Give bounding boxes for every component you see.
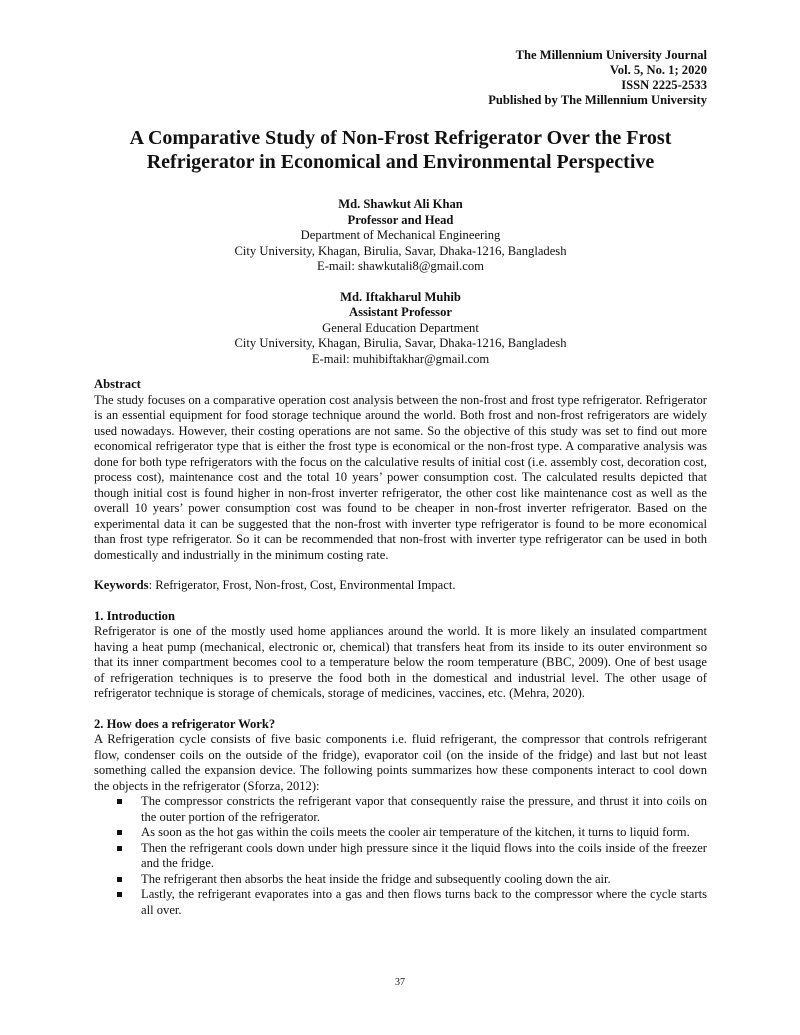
list-item: As soon as the hot gas within the coils meets the cooler air temperature of the kitchen, it turns to liquid form. — [141, 825, 707, 841]
bullet-square-icon — [117, 877, 122, 882]
list-item: Lastly, the refrigerant evaporates into a gas and then flows turns back to the compressor where the cycle starts all over. — [141, 887, 707, 918]
list-item: The refrigerant then absorbs the heat inside the fridge and subsequently cooling down the air. — [141, 872, 707, 888]
author-1 — [94, 197, 707, 275]
section-2-heading: 2. How does a refrigerator Work? — [94, 716, 276, 731]
abstract-text: The study focuses on a comparative operation cost analysis between the non-frost and frost type refrigerator. Refrigerator is an essential equipment for food storage technique around the world. Both frost and non-frost refrigerators are widely used nowadays. However, their costing operations are not same. So the objective of this study was set to find out more economical refrigerator type that is either the frost type is economical or the non-frost type. A comparative analysis was done for both type refrigerators with the focus on the calculative results of initial cost (i.e. assembly cost, decoration cost, process cost), maintenance cost and the total 10 years’ power consumption cost. The calculated results depicted that though initial cost is found higher in non-frost inverter refrigerator, the other cost like maintenance cost as well as the overall 10 years’ power consumption cost was found to be cheaper in non-frost inverter refrigerator. Based on the experimental data it can be suggested that the non-frost with inverter type refrigerator is found to be more economical than frost type refrigerator. So it can be recommended that non-frost with inverter type refrigerator can be used in both domestically and industrially in the minimum costing rate. — [94, 392, 707, 562]
author-position: Assistant Professor — [349, 305, 452, 319]
author-email: E-mail: muhibiftakhar@gmail.com — [311, 351, 490, 366]
author-name: Md. Shawkut Ali Khan — [338, 197, 463, 211]
section-2-text: A Refrigeration cycle consists of five basic components i.e. fluid refrigerant, the compressor that controls refrigerant flow, condenser coils on the outside of the fridge), evaporator coil (on the inside of the fridge) and last but not least something called the expansion device. The following points summarizes how these components interact to cool down the objects in the refrigerator (Sforza, 2012): — [94, 732, 707, 793]
author-address: City University, Khagan, Birulia, Savar, Dhaka-1216, Bangladesh — [234, 243, 567, 258]
keywords-text: : Refrigerator, Frost, Non-frost, Cost, Environmental Impact. — [148, 578, 456, 592]
author-address: City University, Khagan, Birulia, Savar, Dhaka-1216, Bangladesh — [234, 336, 567, 350]
abstract-heading: Abstract — [94, 377, 141, 391]
bullet-square-icon — [117, 830, 122, 835]
section-1-heading: 1. Introduction — [94, 608, 175, 623]
bullet-square-icon — [117, 892, 122, 897]
list-item: The compressor constricts the refrigerant vapor that consequently raise the pressure, and thrust it into coils on the outer portion of the refrigerator. — [141, 794, 707, 825]
page-number: 37 — [395, 977, 405, 988]
author-position: Professor and Head — [347, 212, 454, 227]
author-email: E-mail: shawkutali8@gmail.com — [317, 259, 484, 273]
keywords-label: Keywords — [94, 578, 149, 592]
bullet-square-icon — [117, 799, 122, 804]
journal-issn: ISSN 2225-2533 — [621, 78, 707, 92]
author-2 — [94, 290, 707, 368]
author-list — [94, 197, 707, 382]
journal-publisher: Published by The Millennium University — [488, 93, 707, 107]
paper-title — [94, 126, 707, 174]
author-department: General Education Department — [322, 320, 479, 335]
list-item: Then the refrigerant cools down under high pressure since it the liquid flows into the coils inside of the freezer and the fridge. — [141, 841, 707, 872]
author-name: Md. Iftakharul Muhib — [340, 289, 461, 304]
bullet-square-icon — [117, 846, 122, 851]
author-department: Department of Mechanical Engineering — [300, 228, 501, 242]
paper-title-line-2: Refrigerator in Economical and Environmental Perspective — [146, 151, 655, 173]
paper-body — [94, 377, 707, 918]
section-1-text: Refrigerator is one of the mostly used home appliances around the world. It is more likely an insulated compartment having a heat pump (mechanical, electronic or, chemical) that transfers heat from its inside to its outer environment so that its inner compartment becomes cool to a temperature below the room temperature (BBC, 2009). One of best usage of refrigeration techniques is to preserve the food both in the domestical and industrial level. The other usage of refrigerator technique is storage of chemicals, storage of medicines, vaccines, etc. (Mehra, 2020). — [94, 624, 707, 700]
keywords — [94, 578, 707, 594]
journal-volume: Vol. 5, No. 1; 2020 — [609, 63, 707, 77]
journal-header — [488, 48, 707, 108]
section-2-bullet-list — [94, 794, 707, 918]
journal-name: The Millennium University Journal — [515, 48, 707, 62]
paper-title-line-1: A Comparative Study of Non-Frost Refrigerator Over the Frost — [129, 127, 672, 149]
